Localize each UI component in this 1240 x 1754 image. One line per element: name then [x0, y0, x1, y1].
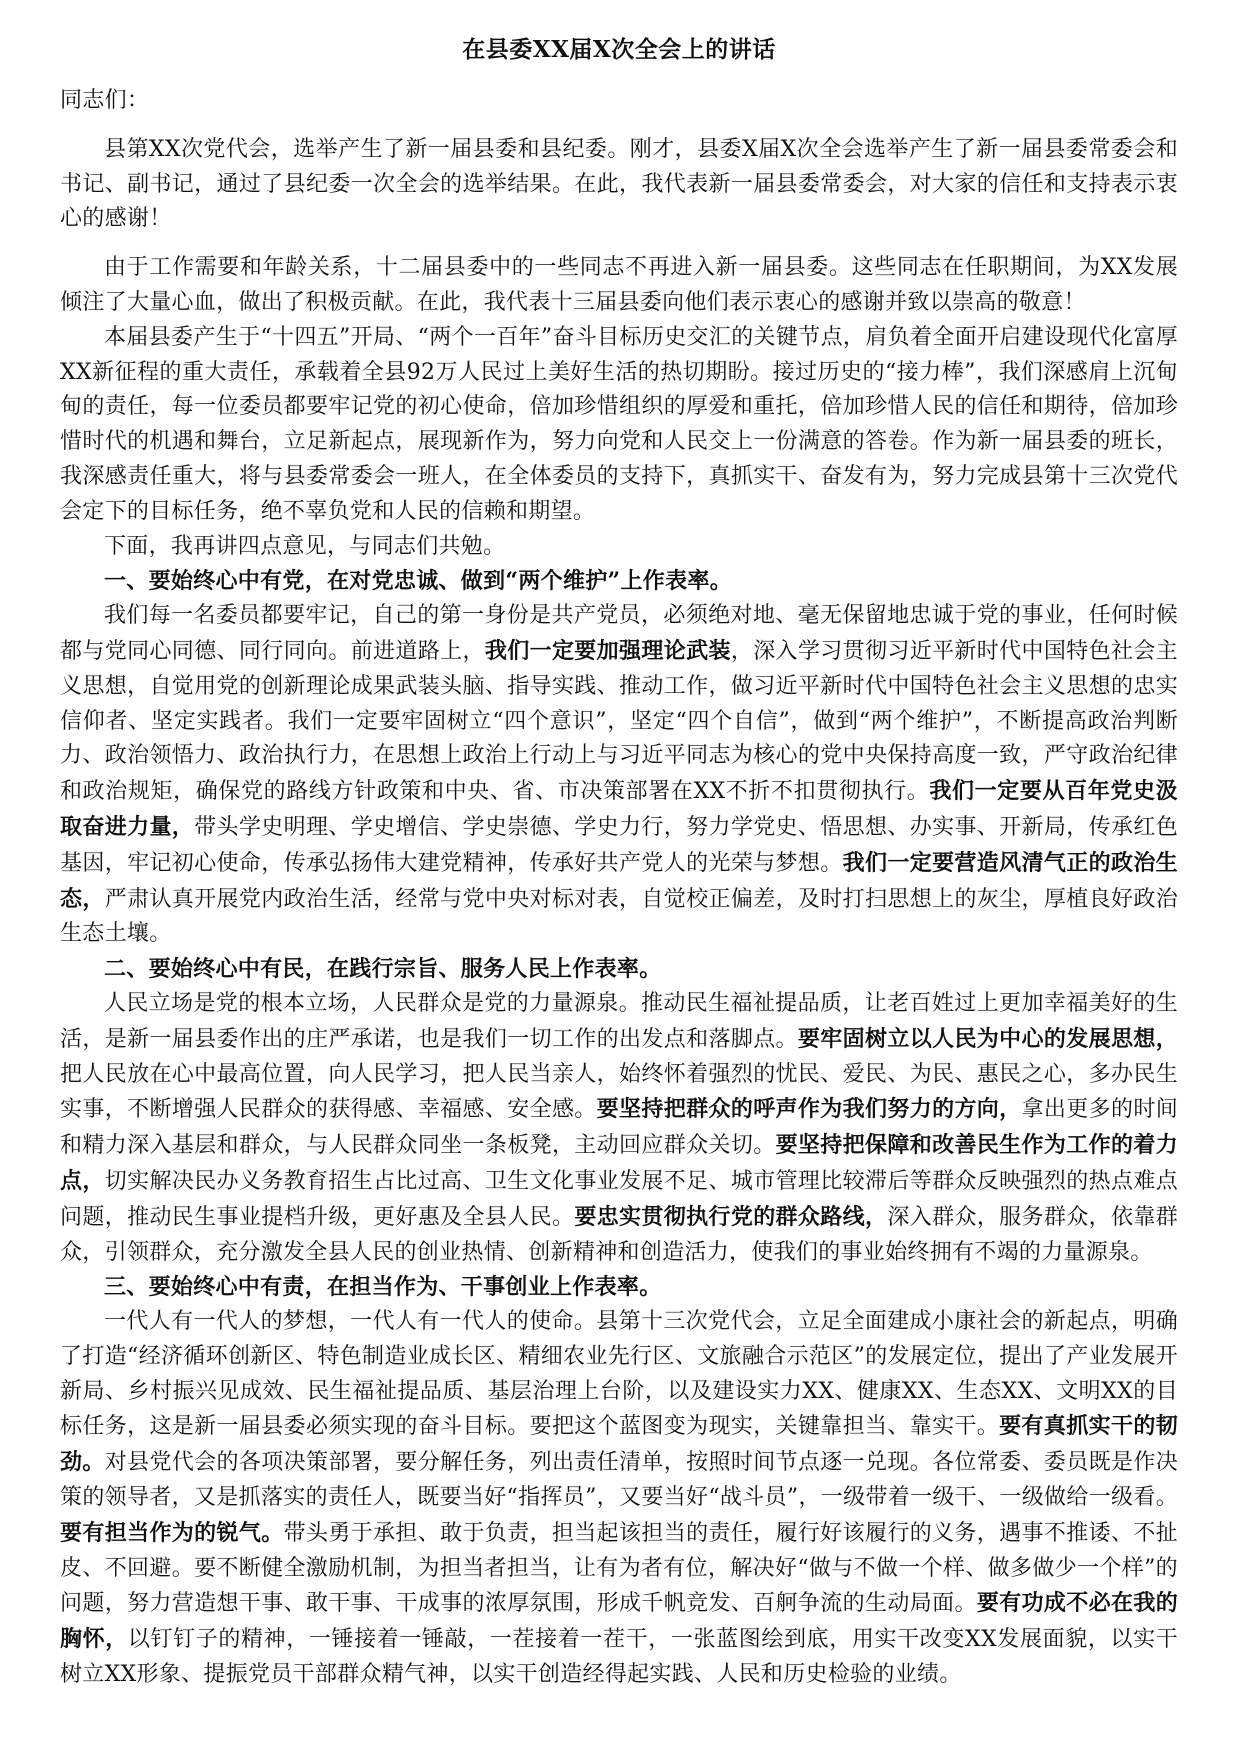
section-3-bold-1: 要有真抓实干的韧劲。	[60, 1413, 1178, 1476]
intro-paragraph-2: 由于工作需要和年龄关系，十二届县委中的一些同志不再进入新一届县委。这些同志在任职期间，为XX发展倾注了大量心血，做出了积极贡献。在此，我代表十三届县委向他们表示衷心的感谢并致以崇高的敬意！	[60, 255, 1178, 315]
document-title: 在县委XX届X次全会上的讲话	[462, 36, 776, 63]
section-3-text-1: 一代人有一代人的梦想，一代人有一代人的使命。县第十三次党代会，立足全面建成小康社会的新起点，明确了打造“经济循环创新区、特色制造业成长区、精细农业先行区、文旅融合示范区”的发展定位，提出了产业发展开新局、乡村振兴见成效、民生福祉提品质、基层治理上台阶，以及建设实力XX、健康XX、生态XX、文明XX的目标任务，这是新一届县委必须实现的奋斗目标。要把这个蓝图变为现实，关键靠担当、靠实干。	[60, 1309, 1178, 1440]
section-3-bold-2: 要有担当作为的锐气。	[60, 1519, 284, 1546]
section-2-body	[60, 987, 1178, 1270]
intro-paragraph-4: 下面，我再讲四点意见，与同志们共勉。	[104, 533, 506, 559]
section-3-bold-3: 要有功成不必在我的胸怀，	[60, 1590, 1179, 1653]
section-2-text-2: 把人民放在心中最高位置，向人民学习，把人民当亲人，始终怀着强烈的忧民、爱民、为民、惠民之心，多办民生实事，不断增强人民群众的获得感、幸福感、安全感。	[60, 1061, 1178, 1123]
section-1-text-4: 严肃认真开展党内政治生活，经常与党中央对标对表，自觉校正偏差，及时打扫思想上的灰尘，厚植良好政治生态土壤。	[60, 886, 1178, 947]
intro-paragraph-3: 本届县委产生于“十四五”开局、“两个一百年”奋斗目标历史交汇的关键节点，肩负着全面开启建设现代化富厚XX新征程的重大责任，承载着全县92万人民过上美好生活的热切期盼。接过历史的“接力棒”，我们深感肩上沉甸甸的责任，每一位委员都要牢记党的初心使命，倍加珍惜组织的厚爱和重托，倍加珍惜人民的信任和期待，倍加珍惜时代的机遇和舞台，立足新起点，展现新作为，努力向党和人民交上一份满意的答卷。作为新一届县委的班长，我深感责任重大，将与县委常委会一班人，在全体委员的支持下，真抓实干、奋发有为，努力完成县第十三次党代会定下的目标任务，绝不辜负党和人民的信赖和期望。	[60, 324, 1178, 524]
section-1-heading: 一、要始终心中有党，在对党忠诚、做到“两个维护”上作表率。	[104, 568, 733, 595]
section-3-text-2: 对县党代会的各项决策部署，要分解任务，列出责任清单，按照时间节点逐一兑现。各位常委、委员既是作决策的领导者，又是抓落实的责任人，既要当好“指挥员”，又要当好“战斗员”，一级带着一级干、一级做给一级看。	[60, 1450, 1178, 1511]
section-2-text-3: 拿出更多的时间和精力深入基层和群众，与人民群众同坐一条板凳，主动回应群众关切。	[60, 1097, 1178, 1159]
section-1-text-2: ，深入学习贯彻习近平新时代中国特色社会主义思想，自觉用党的创新理论成果武装头脑、指导实践、推动工作，做习近平新时代中国特色社会主义思想的忠实信仰者、坚定实践者。我们一定要牢固树立“四个意识”，坚定“四个自信”，做到“两个维护”，不断提高政治判断力、政治领悟力、政治执行力，在思想上政治上行动上与习近平同志为核心的党中央保持高度一致，严守政治纪律和政治规矩，确保党的路线方针政策和中央、省、市决策部署在XX不折不扣贯彻执行。	[60, 638, 1178, 805]
section-1-text-3: 带头学史明理、学史增信、学史崇德、学史力行，努力学党史、悟思想、办实事、开新局，传承红色基因，牢记初心使命，传承弘扬伟大建党精神，传承好共产党人的光荣与梦想。	[60, 814, 1178, 876]
section-2-text-1: 人民立场是党的根本立场，人民群众是党的力量源泉。推动民生福祉提品质，让老百姓过上更加幸福美好的生活，是新一届县委作出的庄严承诺，也是我们一切工作的出发点和落脚点。	[60, 990, 1178, 1052]
section-3-text-4: 以钉钉子的精神，一锤接着一锤敲，一茬接着一茬干，一张蓝图绘到底，用实干改变XX发展面貌，以实干树立XX形象、提振党员干部群众精气神，以实干创造经得起实践、人民和历史检验的业绩。	[60, 1627, 1178, 1688]
section-1-body	[60, 599, 1178, 952]
section-1-bold-1: 我们一定要加强理论武装	[484, 637, 731, 664]
intro-paragraph-1: 县第XX次党代会，选举产生了新一届县委和县纪委。刚才，县委X届X次全会选举产生了新一届县委常委会和书记、副书记，通过了县纪委一次全会的选举结果。在此，我代表新一届县委常委会，对大家的信任和支持表示衷心的感谢！	[60, 136, 1178, 232]
section-2-bold-2: 要坚持把群众的呼声作为我们努力的方向，	[596, 1096, 1022, 1123]
section-2-heading: 二、要始终心中有民，在践行宗旨、服务人民上作表率。	[104, 956, 662, 983]
salutation: 同志们：	[60, 88, 150, 113]
section-2-bold-1: 要牢固树立以人民为中心的发展思想，	[797, 1025, 1178, 1052]
section-1-bold-3: 我们一定要营造风清气正的政治生态，	[60, 849, 1178, 912]
section-1-bold-2: 我们一定要从百年党史汲取奋进力量，	[60, 778, 1178, 840]
section-2-bold-4: 要忠实贯彻执行党的群众路线，	[574, 1203, 888, 1230]
section-3-body	[60, 1305, 1178, 1693]
section-2-text-4: 切实解决民办义务教育招生占比过高、卫生文化事业发展不足、城市管理比较滞后等群众反映强烈的热点难点问题，推动民生事业提档升级，更好惠及全县人民。	[60, 1168, 1178, 1230]
section-3-heading: 三、要始终心中有责，在担当作为、干事创业上作表率。	[104, 1274, 662, 1301]
section-2-text-5: 深入群众，服务群众，依靠群众，引领群众，充分激发全县人民的创业热情、创新精神和创造活力，使我们的事业始终拥有不竭的力量源泉。	[60, 1204, 1179, 1265]
section-2-bold-3: 要坚持把保障和改善民生作为工作的着力点，	[60, 1132, 1178, 1194]
section-1-text-1: 我们每一名委员都要牢记，自己的第一身份是共产党员，必须绝对地、毫无保留地忠诚于党的事业，任何时候都与党同心同德、同行同向。前进道路上，	[60, 603, 1178, 664]
section-3-text-3: 带头勇于承担、敢于负责，担当起该担当的责任，履行好该履行的义务，遇事不推诿、不扯皮、不回避。要不断健全激励机制，为担当者担当，让有为者有位，解决好“做与不做一个样、做多做少一个样”的问题，努力营造想干事、敢干事、干成事的浓厚氛围，形成千帆竞发、百舸争流的生动局面。	[60, 1520, 1178, 1617]
